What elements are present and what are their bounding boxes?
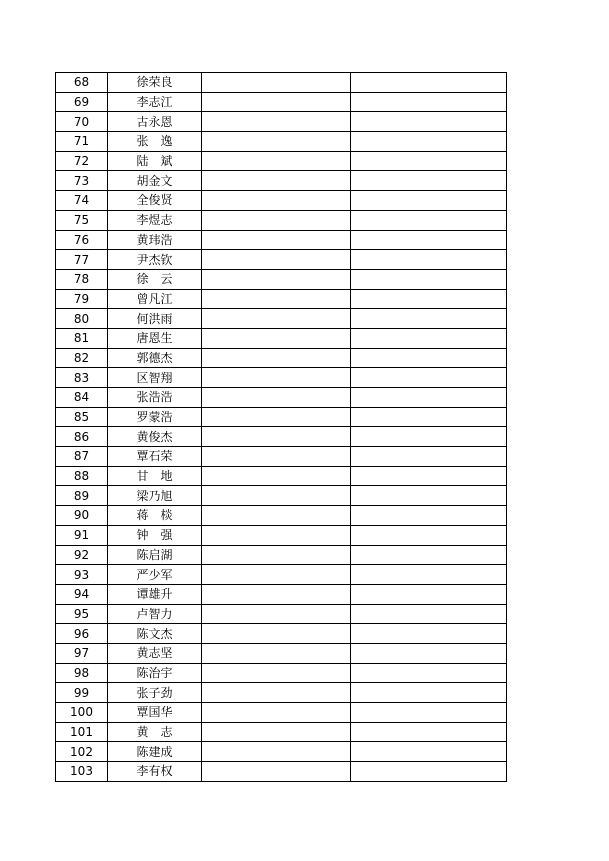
blank-cell-b [351, 683, 507, 703]
name-cell: 李有权 [108, 762, 202, 782]
table-row [56, 506, 507, 526]
name-cell: 徐 云 [108, 269, 202, 289]
roster-table [55, 72, 507, 782]
blank-cell-b [351, 584, 507, 604]
row-number-cell: 73 [56, 171, 108, 191]
name-cell: 黄玮浩 [108, 230, 202, 250]
table-row [56, 466, 507, 486]
blank-cell-b [351, 427, 507, 447]
row-number-cell: 83 [56, 368, 108, 388]
blank-cell-a [202, 565, 351, 585]
blank-cell-a [202, 604, 351, 624]
blank-cell-b [351, 191, 507, 211]
name-cell: 古永恩 [108, 112, 202, 132]
table-row [56, 565, 507, 585]
name-cell: 黄志坚 [108, 643, 202, 663]
name-cell: 蒋 棪 [108, 506, 202, 526]
blank-cell-a [202, 624, 351, 644]
table-row [56, 525, 507, 545]
blank-cell-b [351, 388, 507, 408]
blank-cell-a [202, 368, 351, 388]
row-number-cell: 75 [56, 210, 108, 230]
name-cell: 李煜志 [108, 210, 202, 230]
blank-cell-b [351, 604, 507, 624]
blank-cell-b [351, 703, 507, 723]
row-number-cell: 101 [56, 722, 108, 742]
blank-cell-b [351, 663, 507, 683]
table-row [56, 663, 507, 683]
name-cell: 陈治宇 [108, 663, 202, 683]
blank-cell-b [351, 309, 507, 329]
blank-cell-a [202, 289, 351, 309]
name-cell: 区智翔 [108, 368, 202, 388]
blank-cell-a [202, 545, 351, 565]
table-row [56, 742, 507, 762]
roster-body [56, 73, 507, 782]
name-cell: 覃国华 [108, 703, 202, 723]
blank-cell-a [202, 683, 351, 703]
table-row [56, 388, 507, 408]
row-number-cell: 98 [56, 663, 108, 683]
row-number-cell: 74 [56, 191, 108, 211]
blank-cell-a [202, 309, 351, 329]
blank-cell-b [351, 348, 507, 368]
row-number-cell: 103 [56, 762, 108, 782]
row-number-cell: 93 [56, 565, 108, 585]
blank-cell-b [351, 368, 507, 388]
blank-cell-a [202, 506, 351, 526]
table-row [56, 447, 507, 467]
blank-cell-a [202, 73, 351, 93]
blank-cell-a [202, 486, 351, 506]
table-row [56, 427, 507, 447]
name-cell: 全俊贤 [108, 191, 202, 211]
row-number-cell: 79 [56, 289, 108, 309]
blank-cell-b [351, 525, 507, 545]
blank-cell-a [202, 112, 351, 132]
name-cell: 张浩浩 [108, 388, 202, 408]
blank-cell-a [202, 269, 351, 289]
blank-cell-a [202, 250, 351, 270]
blank-cell-b [351, 624, 507, 644]
row-number-cell: 95 [56, 604, 108, 624]
blank-cell-b [351, 92, 507, 112]
name-cell: 梁乃旭 [108, 486, 202, 506]
name-cell: 卢智力 [108, 604, 202, 624]
blank-cell-b [351, 407, 507, 427]
blank-cell-a [202, 643, 351, 663]
table-row [56, 151, 507, 171]
table-row [56, 762, 507, 782]
blank-cell-b [351, 565, 507, 585]
row-number-cell: 97 [56, 643, 108, 663]
blank-cell-a [202, 328, 351, 348]
blank-cell-a [202, 407, 351, 427]
table-row [56, 407, 507, 427]
name-cell: 曾凡江 [108, 289, 202, 309]
row-number-cell: 70 [56, 112, 108, 132]
blank-cell-a [202, 663, 351, 683]
name-cell: 罗蒙浩 [108, 407, 202, 427]
name-cell: 黄俊杰 [108, 427, 202, 447]
table-row [56, 230, 507, 250]
blank-cell-b [351, 742, 507, 762]
name-cell: 覃石荣 [108, 447, 202, 467]
table-row [56, 92, 507, 112]
row-number-cell: 87 [56, 447, 108, 467]
blank-cell-a [202, 447, 351, 467]
blank-cell-a [202, 132, 351, 152]
row-number-cell: 94 [56, 584, 108, 604]
table-row [56, 73, 507, 93]
blank-cell-b [351, 545, 507, 565]
blank-cell-a [202, 92, 351, 112]
blank-cell-a [202, 466, 351, 486]
row-number-cell: 99 [56, 683, 108, 703]
row-number-cell: 71 [56, 132, 108, 152]
row-number-cell: 102 [56, 742, 108, 762]
row-number-cell: 80 [56, 309, 108, 329]
blank-cell-b [351, 289, 507, 309]
table-row [56, 368, 507, 388]
table-row [56, 584, 507, 604]
blank-cell-a [202, 171, 351, 191]
table-row [56, 269, 507, 289]
table-row [56, 624, 507, 644]
row-number-cell: 89 [56, 486, 108, 506]
blank-cell-a [202, 151, 351, 171]
row-number-cell: 96 [56, 624, 108, 644]
blank-cell-b [351, 171, 507, 191]
blank-cell-b [351, 722, 507, 742]
table-row [56, 210, 507, 230]
row-number-cell: 78 [56, 269, 108, 289]
blank-cell-b [351, 328, 507, 348]
blank-cell-b [351, 230, 507, 250]
table-row [56, 545, 507, 565]
row-number-cell: 91 [56, 525, 108, 545]
name-cell: 尹杰钦 [108, 250, 202, 270]
blank-cell-b [351, 466, 507, 486]
blank-cell-b [351, 643, 507, 663]
row-number-cell: 82 [56, 348, 108, 368]
table-row [56, 309, 507, 329]
blank-cell-b [351, 506, 507, 526]
blank-cell-a [202, 703, 351, 723]
table-row [56, 171, 507, 191]
blank-cell-a [202, 348, 351, 368]
name-cell: 陈启湖 [108, 545, 202, 565]
row-number-cell: 85 [56, 407, 108, 427]
row-number-cell: 90 [56, 506, 108, 526]
name-cell: 唐恩生 [108, 328, 202, 348]
blank-cell-b [351, 210, 507, 230]
table-row [56, 486, 507, 506]
blank-cell-a [202, 230, 351, 250]
blank-cell-b [351, 151, 507, 171]
blank-cell-b [351, 73, 507, 93]
blank-cell-a [202, 584, 351, 604]
table-row [56, 604, 507, 624]
name-cell: 钟 强 [108, 525, 202, 545]
blank-cell-a [202, 191, 351, 211]
row-number-cell: 81 [56, 328, 108, 348]
blank-cell-a [202, 722, 351, 742]
name-cell: 何洪雨 [108, 309, 202, 329]
name-cell: 谭雄升 [108, 584, 202, 604]
blank-cell-b [351, 250, 507, 270]
table-row [56, 328, 507, 348]
blank-cell-b [351, 447, 507, 467]
row-number-cell: 76 [56, 230, 108, 250]
name-cell: 张子劲 [108, 683, 202, 703]
name-cell: 陈文杰 [108, 624, 202, 644]
name-cell: 严少军 [108, 565, 202, 585]
blank-cell-a [202, 762, 351, 782]
name-cell: 胡金文 [108, 171, 202, 191]
blank-cell-b [351, 486, 507, 506]
table-row [56, 191, 507, 211]
row-number-cell: 69 [56, 92, 108, 112]
name-cell: 张 逸 [108, 132, 202, 152]
table-row [56, 722, 507, 742]
blank-cell-b [351, 269, 507, 289]
name-cell: 郭德杰 [108, 348, 202, 368]
table-row [56, 643, 507, 663]
table-row [56, 703, 507, 723]
row-number-cell: 88 [56, 466, 108, 486]
table-row [56, 348, 507, 368]
blank-cell-a [202, 525, 351, 545]
row-number-cell: 100 [56, 703, 108, 723]
name-cell: 黄 志 [108, 722, 202, 742]
row-number-cell: 84 [56, 388, 108, 408]
name-cell: 李志江 [108, 92, 202, 112]
blank-cell-a [202, 427, 351, 447]
row-number-cell: 92 [56, 545, 108, 565]
table-row [56, 289, 507, 309]
row-number-cell: 77 [56, 250, 108, 270]
name-cell: 陈建成 [108, 742, 202, 762]
blank-cell-b [351, 112, 507, 132]
blank-cell-a [202, 388, 351, 408]
table-row [56, 112, 507, 132]
row-number-cell: 72 [56, 151, 108, 171]
blank-cell-b [351, 132, 507, 152]
blank-cell-b [351, 762, 507, 782]
table-row [56, 683, 507, 703]
row-number-cell: 86 [56, 427, 108, 447]
table-row [56, 250, 507, 270]
table-row [56, 132, 507, 152]
row-number-cell: 68 [56, 73, 108, 93]
name-cell: 徐荣良 [108, 73, 202, 93]
blank-cell-a [202, 742, 351, 762]
name-cell: 甘 地 [108, 466, 202, 486]
blank-cell-a [202, 210, 351, 230]
name-cell: 陆 斌 [108, 151, 202, 171]
